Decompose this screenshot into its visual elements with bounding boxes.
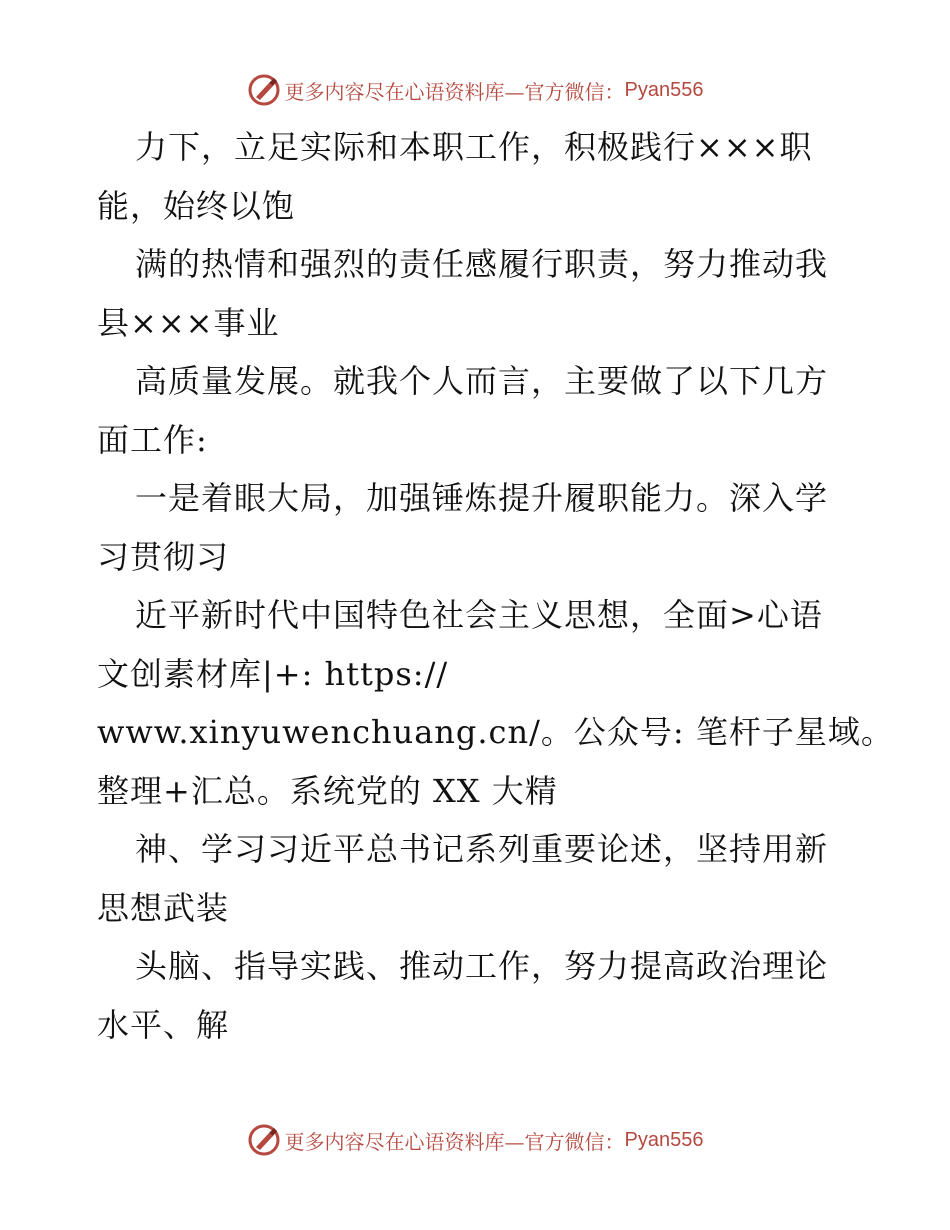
text-line: www.xinyuwenchuang.cn/。公众号: 笔杆子星域。 (97, 713, 894, 751)
banner-wechat-id: Pyan556 (624, 78, 704, 101)
text-line: 整理+汇总。系统党的 XX 大精 (97, 771, 558, 810)
text-line: 神、学习习近平总书记系列重要论述，坚持用新 (135, 830, 829, 868)
footer-watermark-banner (0, 1120, 950, 1160)
banner-wechat-id: Pyan556 (624, 1128, 704, 1151)
banner-text: 更多内容尽在心语资料库—官方微信： (284, 79, 625, 104)
text-line: 习贯彻习 (97, 537, 230, 576)
brush-logo-icon (247, 73, 281, 107)
text-line: 满的热情和强烈的责任感履行职责，努力推动我 (135, 245, 829, 283)
text-line: 县×××事业 (97, 303, 280, 342)
text-line: 一是着眼大局，加强锤炼提升履职能力。深入学 (135, 479, 829, 517)
text-line: 高质量发展。就我个人而言，主要做了以下几方 (135, 362, 829, 400)
header-watermark-banner (0, 70, 950, 110)
document-body (97, 118, 894, 1054)
banner-text: 更多内容尽在心语资料库—官方微信： (284, 1129, 625, 1154)
text-line: 力下，立足实际和本职工作，积极践行×××职 (135, 128, 813, 166)
text-line: 面工作: (97, 420, 208, 459)
text-line: 思想武装 (97, 888, 230, 927)
text-line: 文创素材库|+: https:// (97, 654, 449, 693)
brush-logo-icon (247, 1123, 281, 1157)
text-line: 能，始终以饱 (97, 186, 296, 225)
text-line: 水平、解 (97, 1005, 230, 1044)
text-line: 近平新时代中国特色社会主义思想，全面>心语 (135, 596, 823, 634)
text-line: 头脑、指导实践、推动工作，努力提高政治理论 (135, 947, 829, 985)
